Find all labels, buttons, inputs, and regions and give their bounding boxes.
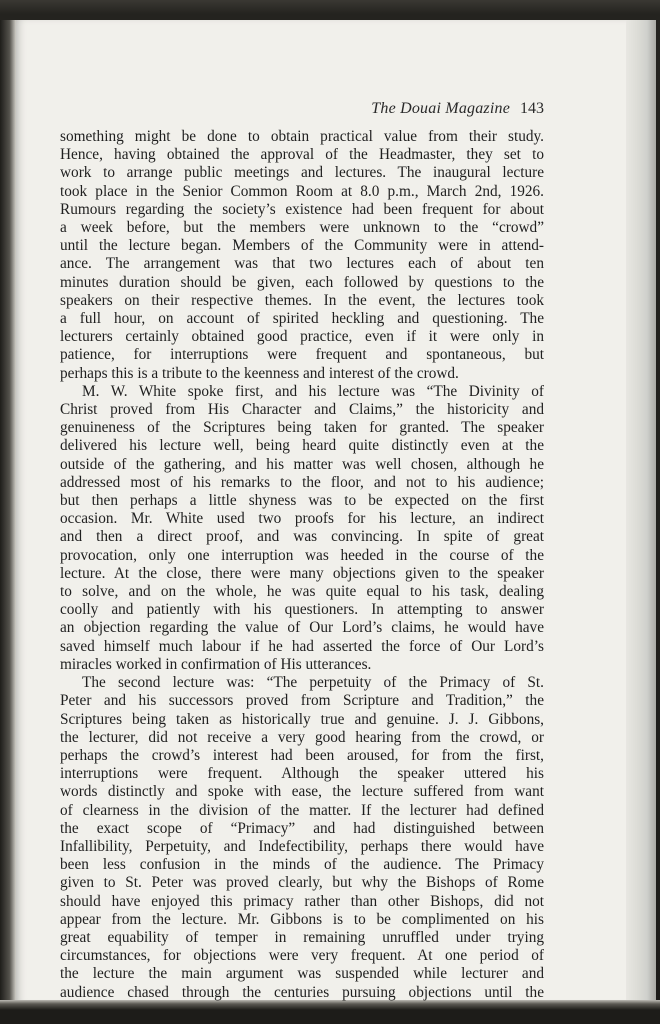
text-line: audience chased through the centuries pursuing objections until the [60, 983, 544, 1001]
text-line: Hence, having obtained the approval of the Headmaster, they set to [60, 146, 544, 164]
text-line: an objection regarding the value of Our Lord’s claims, he would have [60, 619, 544, 637]
text-line: miracles worked in confirmation of His utterances. [60, 655, 372, 673]
text-line: circumstances, for objections were very frequent. At one period of [60, 947, 544, 965]
text-line: until the lecture began. Members of the Community were in attend- [60, 237, 544, 255]
text-line: the lecturer, did not receive a very good hearing from the crowd, or [60, 728, 544, 746]
text-line: ance. The arrangement was that two lectures each of about ten [60, 255, 544, 273]
text-line: Infallibility, Perpetuity, and Indefectibility, perhaps there would have [60, 837, 544, 855]
text-line: to solve, and on the whole, he was quite equal to his task, dealing [60, 583, 544, 601]
text-line: lecture. At the close, there were many objections given to the speaker [60, 564, 544, 582]
text-line: a week before, but the members were unknown to the “crowd” [60, 219, 544, 237]
text-line: Christ proved from His Character and Claims,” the historicity and [60, 401, 544, 419]
text-line: took place in the Senior Common Room at 8.0 p.m., March 2nd, 1926. [60, 182, 544, 200]
text-line: work to arrange public meetings and lectures. The inaugural lecture [60, 164, 544, 182]
text-line: should have enjoyed this primacy rather than other Bishops, did not [60, 892, 544, 910]
text-line: perhaps this is a tribute to the keenness and interest of the crowd. [60, 364, 459, 382]
text-line: a full hour, on account of spirited heckling and questioning. The [60, 310, 544, 328]
text-line: been less confusion in the minds of the audience. The Primacy [60, 856, 544, 874]
text-line: coolly and patiently with his questioners. In attempting to answer [60, 601, 544, 619]
text-line: saved himself much labour if he had asserted the force of Our Lord’s [60, 637, 544, 655]
page-number: 143 [520, 100, 544, 117]
text-line: of clearness in the division of the matter. If the lecturer had defined [60, 801, 544, 819]
text-line: but then perhaps a little shyness was to be expected on the first [60, 492, 544, 510]
page-edge-stack [626, 20, 656, 1000]
text-line: given to St. Peter was proved clearly, but why the Bishops of Rome [60, 874, 544, 892]
text-line: the lecture the main argument was suspended while lecturer and [60, 965, 544, 983]
page-bottom-edge [0, 1000, 660, 1024]
text-line: perhaps the crowd’s interest had been aroused, for from the first, [60, 746, 544, 764]
text-line: and then a direct proof, and was convincing. In spite of great [60, 528, 544, 546]
text-line: Rumours regarding the society’s existence had been frequent for about [60, 200, 544, 218]
running-title: The Douai Magazine [371, 100, 510, 117]
text-line: Scriptures being taken as historically true and genuine. J. J. Gibbons, [60, 710, 544, 728]
text-line: the exact scope of “Primacy” and had distinguished between [60, 819, 544, 837]
text-line: something might be done to obtain practical value from their study. [60, 128, 544, 145]
running-header [60, 100, 544, 118]
text-line: appear from the lecture. Mr. Gibbons is to be complimented on his [60, 910, 544, 928]
text-line: speakers on their respective themes. In the event, the lectures took [60, 291, 544, 309]
text-line: minutes duration should be given, each followed by questions to the [60, 273, 544, 291]
body-text [60, 128, 544, 1002]
binding-gutter [0, 20, 16, 1004]
text-line: occasion. Mr. White used two proofs for his lecture, an indirect [60, 510, 544, 528]
text-line: patience, for interruptions were frequent and spontaneous, but [60, 346, 544, 364]
text-line: genuineness of the Scriptures being taken for granted. The speaker [60, 419, 544, 437]
text-line: interruptions were frequent. Although the speaker uttered his [60, 765, 544, 783]
text-line: words distinctly and spoke with ease, the lecture suffered from want [60, 783, 544, 801]
text-line: provocation, only one interruption was heeded in the course of the [60, 546, 544, 564]
text-line: M. W. White spoke first, and his lecture was “The Divinity of [82, 382, 544, 400]
text-line: great equability of temper in remaining unruffled under trying [60, 928, 544, 946]
text-line: addressed most of his remarks to the floor, and not to his audience; [60, 473, 544, 491]
text-line: The second lecture was: “The perpetuity of the Primacy of St. [82, 674, 544, 692]
text-line: delivered his lecture well, being heard quite distinctly even at the [60, 437, 544, 455]
text-line: Peter and his successors proved from Scripture and Tradition,” the [60, 692, 544, 710]
text-line: lecturers certainly obtained good practice, even if it were only in [60, 328, 544, 346]
text-line: outside of the gathering, and his matter was well chosen, although he [60, 455, 544, 473]
